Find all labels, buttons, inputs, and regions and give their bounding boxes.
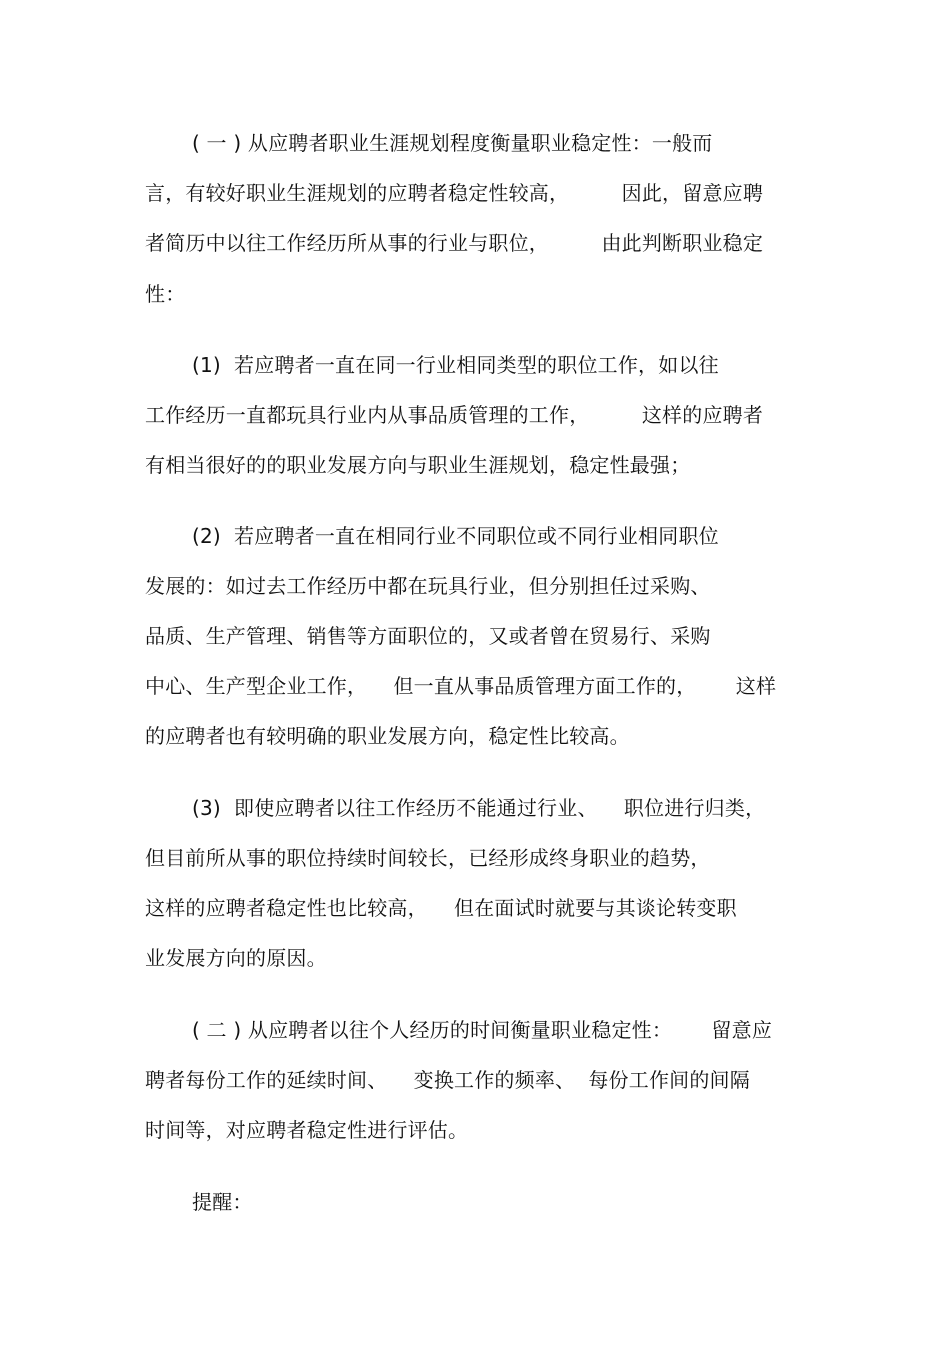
section-1-line-1: ( 一 ) 从应聘者职业生涯规划程度衡量职业稳定性：一般而: [192, 131, 713, 155]
section-1-line-3: 者简历中以往工作经历所从事的行业与职位， 由此判断职业稳定: [145, 231, 764, 255]
item-1-line-1: (1) 若应聘者一直在同一行业相同类型的职位工作，如以往: [192, 353, 719, 377]
section-2-line-2: 聘者每份工作的延续时间、 变换工作的频率、 每份工作间的间隔: [145, 1068, 750, 1092]
item-3-line-4: 业发展方向的原因。: [145, 946, 327, 970]
item-1-line-3: 有相当很好的的职业发展方向与职业生涯规划，稳定性最强；: [145, 453, 691, 477]
reminder-label: 提醒：: [192, 1190, 253, 1214]
section-2-line-3: 时间等，对应聘者稳定性进行评估。: [145, 1118, 469, 1142]
item-3-line-2: 但目前所从事的职位持续时间较长，已经形成终身职业的趋势，: [145, 846, 711, 870]
item-2-line-5: 的应聘者也有较明确的职业发展方向，稳定性比较高。: [145, 724, 630, 748]
item-2-line-1: (2) 若应聘者一直在相同行业不同职位或不同行业相同职位: [192, 524, 719, 548]
item-1-line-2: 工作经历一直都玩具行业内从事品质管理的工作， 这样的应聘者: [145, 403, 764, 427]
section-1-line-4: 性：: [145, 282, 186, 306]
item-2-line-4: 中心、生产型企业工作， 但一直从事品质管理方面工作的， 这样: [145, 674, 777, 698]
item-3-line-1: (3) 即使应聘者以往工作经历不能通过行业、 职位进行归类，: [192, 796, 766, 820]
item-3-line-3: 这样的应聘者稳定性也比较高， 但在面试时就要与其谈论转变职: [145, 896, 737, 920]
section-2-line-1: ( 二 ) 从应聘者以往个人经历的时间衡量职业稳定性： 留意应: [192, 1018, 773, 1042]
item-2-line-3: 品质、生产管理、销售等方面职位的，又或者曾在贸易行、采购: [145, 624, 711, 648]
section-1-line-2: 言，有较好职业生涯规划的应聘者稳定性较高， 因此，留意应聘: [145, 181, 764, 205]
item-2-line-2: 发展的：如过去工作经历中都在玩具行业，但分别担任过采购、: [145, 574, 711, 598]
